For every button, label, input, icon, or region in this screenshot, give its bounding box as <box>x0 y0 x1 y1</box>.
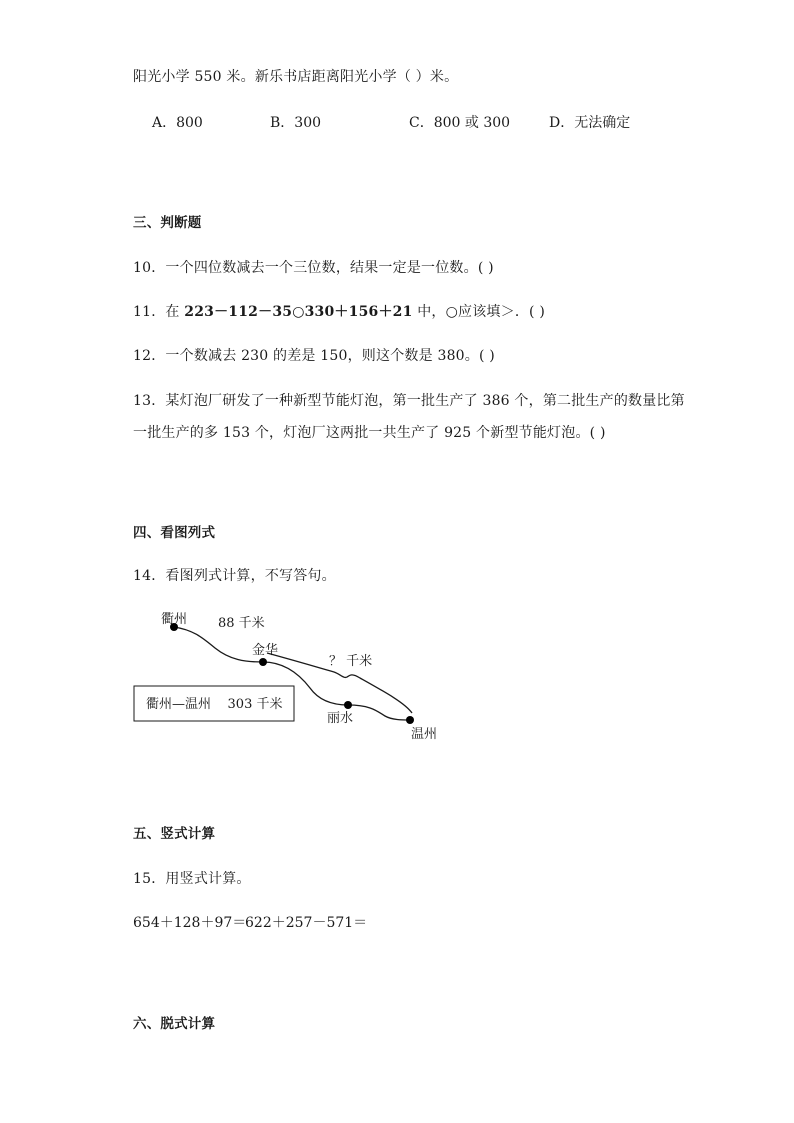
q12-text: 12．一个数减去 230 的差是 150，则这个数是 380。( ) <box>133 348 495 364</box>
q14-text: 14．看图列式计算，不写答句。 <box>133 568 336 584</box>
label-dist-quzhou-jinhua: 88 千米 <box>218 616 265 631</box>
q10-text: 10．一个四位数减去一个三位数，结果一定是一位数。( ) <box>133 260 494 276</box>
q9-option-d: D．无法确定 <box>549 115 631 131</box>
q11-expression: 223－112－35○330＋156＋21 <box>184 304 413 320</box>
label-quzhou: 衢州 <box>161 612 188 627</box>
q13-line1: 13．某灯泡厂研发了一种新型节能灯泡，第一批生产了 386 个，第二批生产的数量比第 <box>133 393 685 409</box>
total-distance-label: 衢州—温州 303 千米 <box>146 697 283 712</box>
q9-option-c: C．800 或 300 <box>409 115 511 131</box>
q11-prefix: 11．在 <box>133 304 185 320</box>
label-jinhua: 金华 <box>252 643 279 658</box>
section-5-title: 五、竖式计算 <box>133 826 216 842</box>
section-4-title: 四、看图列式 <box>133 525 216 541</box>
q9-option-b: B．300 <box>270 115 322 131</box>
section-6-title: 六、脱式计算 <box>133 1016 216 1032</box>
q9-tail: 阳光小学 550 米。新乐书店距离阳光小学（ ）米。 <box>133 69 459 85</box>
q15-text: 15．用竖式计算。 <box>133 871 251 887</box>
point-wenzhou <box>406 716 414 724</box>
point-lishui <box>344 701 352 709</box>
q15-expression-1: 654＋128＋97＝ <box>133 915 247 931</box>
q9-option-a: A．800 <box>152 115 203 131</box>
label-lishui: 丽水 <box>327 711 354 726</box>
q15-expression-2: 622＋257－571＝ <box>245 915 368 931</box>
q11-suffix: 中，○应该填＞．( ) <box>412 304 545 320</box>
label-dist-unknown: ？ 千米 <box>329 654 373 669</box>
section-3-title: 三、判断题 <box>133 215 202 231</box>
label-wenzhou: 温州 <box>411 727 438 742</box>
point-jinhua <box>259 658 267 666</box>
q13-line2: 一批生产的多 153 个，灯泡厂这两批一共生产了 925 个新型节能灯泡。( ) <box>133 425 606 441</box>
